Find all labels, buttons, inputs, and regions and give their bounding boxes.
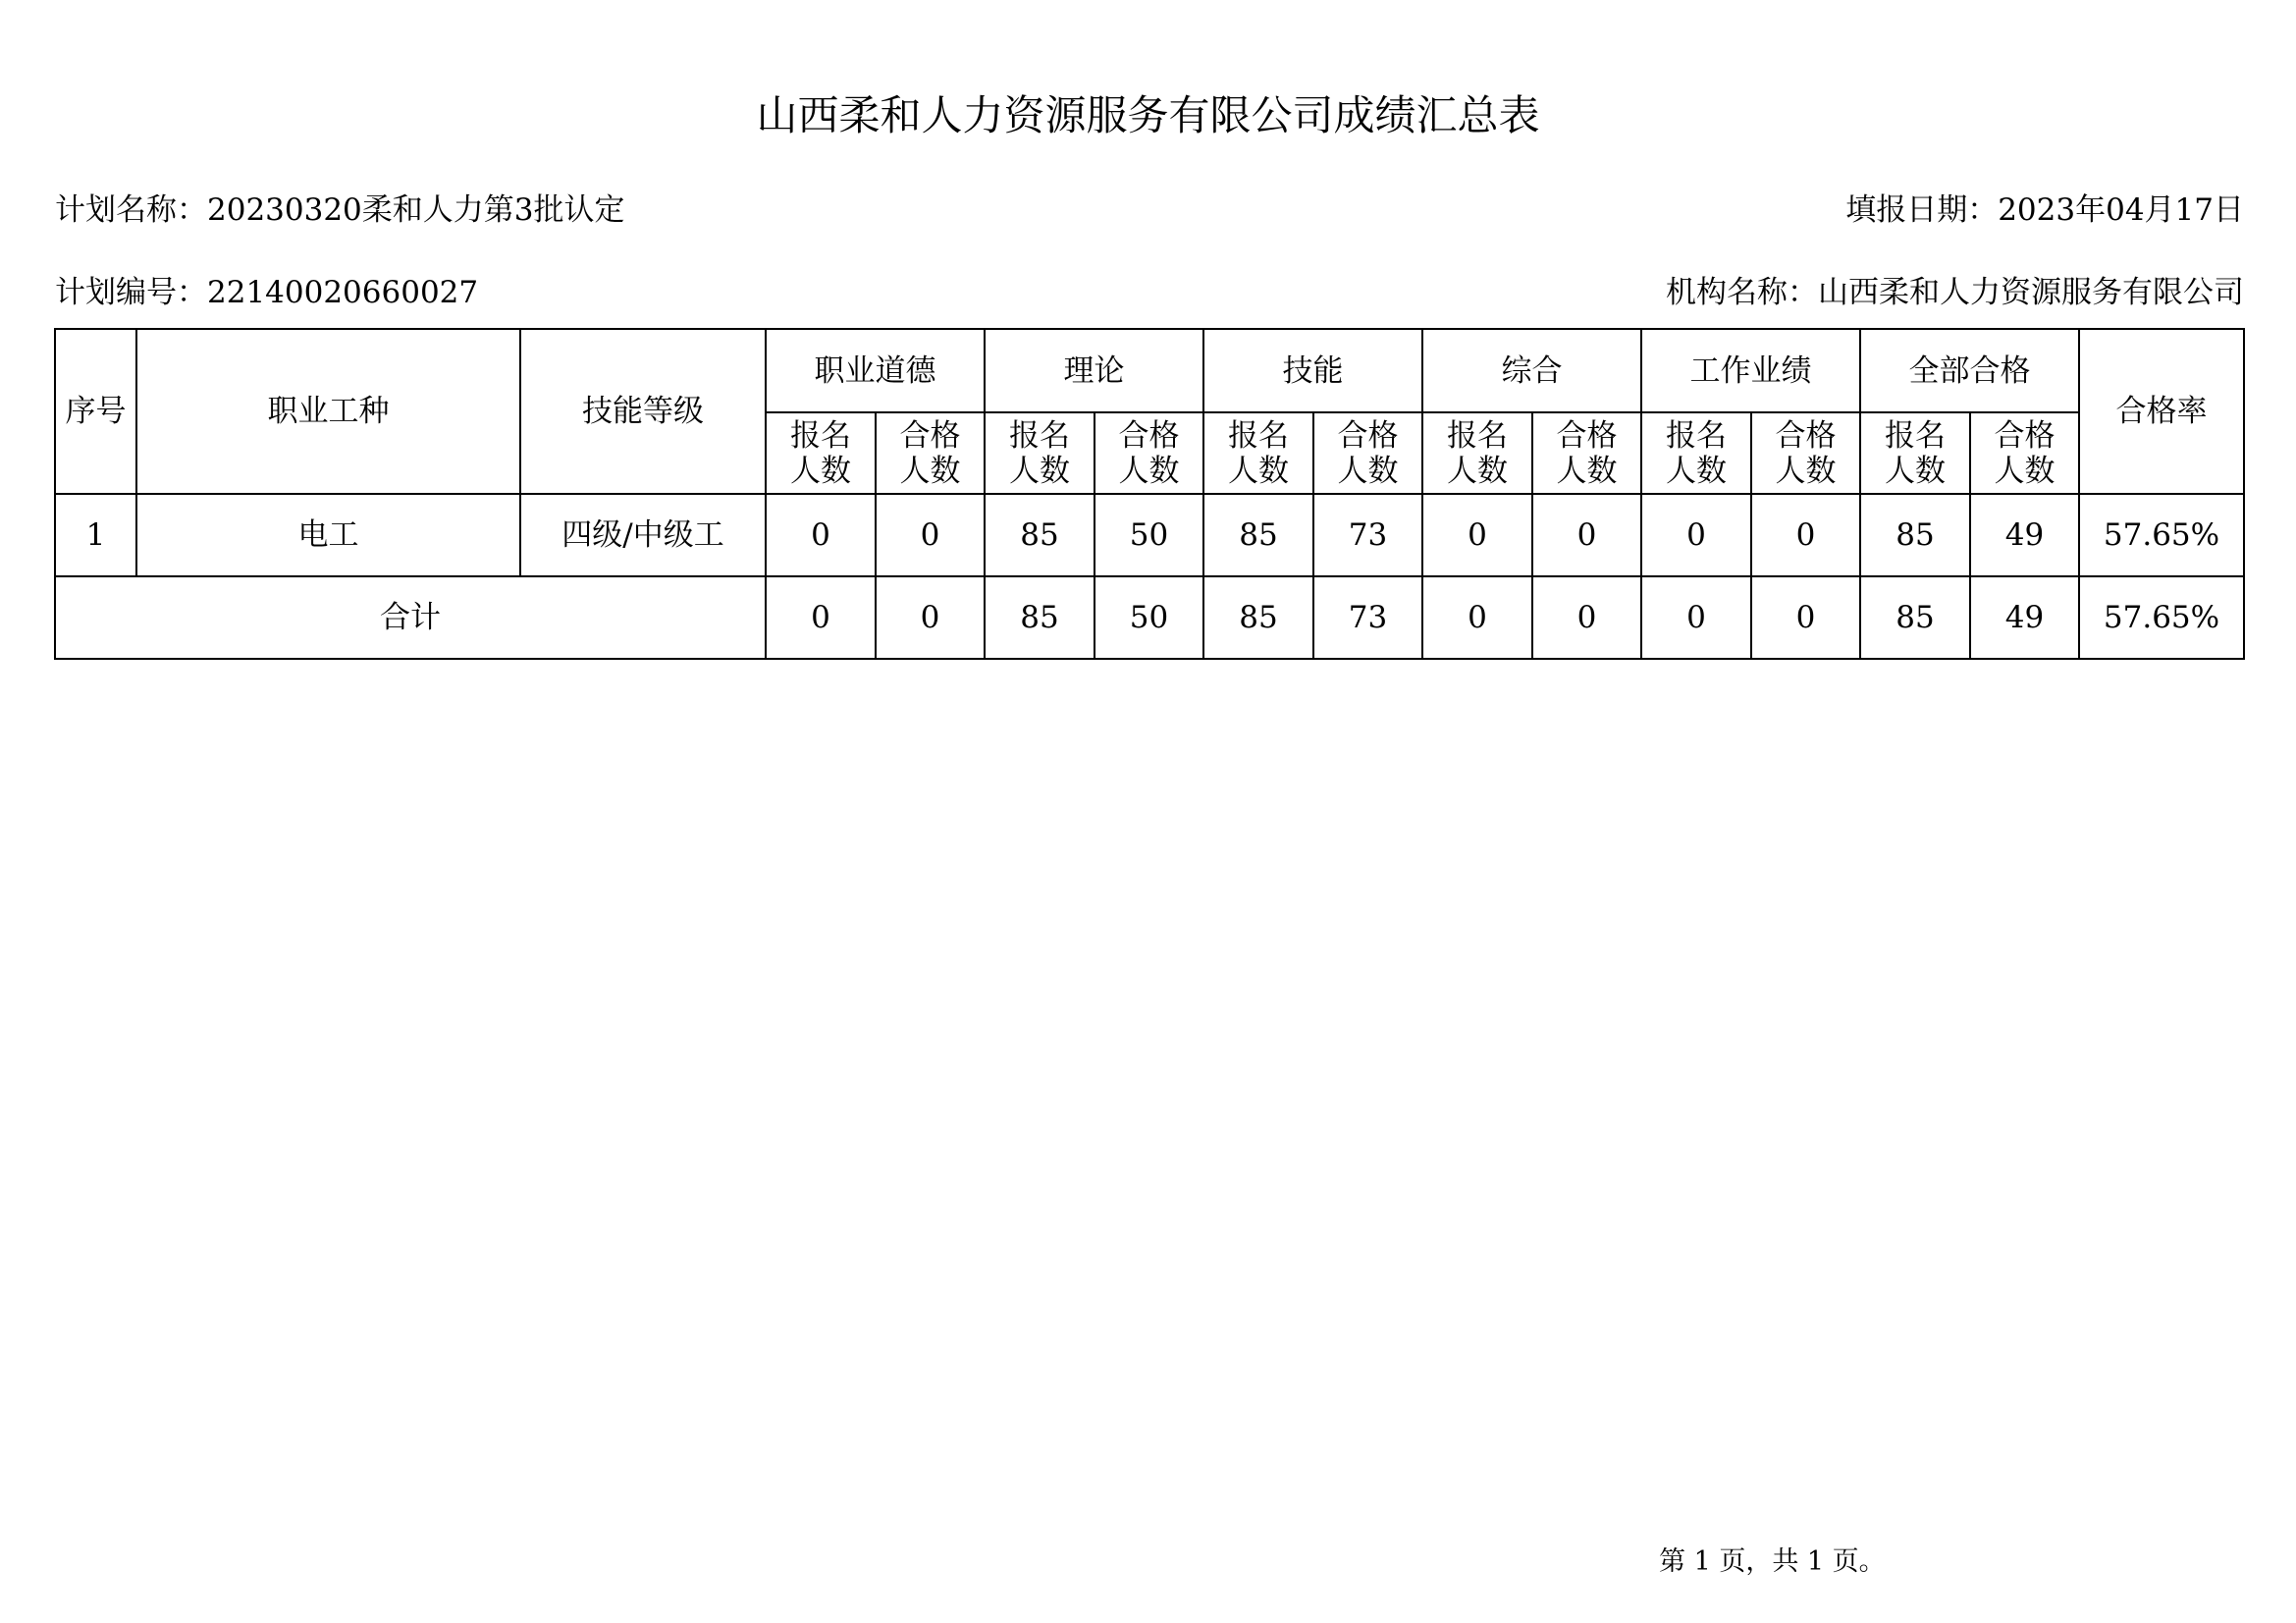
cell-value: 0 xyxy=(876,494,985,576)
score-summary-table xyxy=(54,328,2245,660)
page-number: 第 1 页，共 1 页。 xyxy=(1659,1546,1886,1577)
cell-seq: 1 xyxy=(55,494,136,576)
cell-occupation: 电工 xyxy=(136,494,520,576)
total-value: 0 xyxy=(1641,576,1751,659)
cell-value: 85 xyxy=(1203,494,1313,576)
header-passed: 合格 人数 xyxy=(1751,412,1860,494)
cell-value: 85 xyxy=(1860,494,1970,576)
cell-value: 0 xyxy=(1751,494,1860,576)
header-registered: 报名 人数 xyxy=(1203,412,1313,494)
cell-value: 50 xyxy=(1095,494,1203,576)
header-group-ethics: 职业道德 xyxy=(766,329,985,412)
header-group-comprehensive: 综合 xyxy=(1422,329,1641,412)
table-row xyxy=(55,494,2244,576)
cell-value: 0 xyxy=(1422,494,1532,576)
page-title: 山西柔和人力资源服务有限公司成绩汇总表 xyxy=(756,91,1540,139)
total-value: 0 xyxy=(876,576,985,659)
cell-pass-rate: 57.65% xyxy=(2079,494,2244,576)
total-value: 0 xyxy=(1422,576,1532,659)
header-passed: 合格 人数 xyxy=(1970,412,2079,494)
org-name: 机构名称：山西柔和人力资源服务有限公司 xyxy=(1666,275,2244,310)
total-pass-rate: 57.65% xyxy=(2079,576,2244,659)
total-label: 合计 xyxy=(55,576,766,659)
header-group-skill: 技能 xyxy=(1203,329,1422,412)
total-value: 0 xyxy=(766,576,876,659)
header-registered: 报名 人数 xyxy=(1860,412,1970,494)
cell-value: 49 xyxy=(1970,494,2079,576)
total-value: 73 xyxy=(1313,576,1422,659)
header-group-performance: 工作业绩 xyxy=(1641,329,1860,412)
total-value: 49 xyxy=(1970,576,2079,659)
total-value: 85 xyxy=(1203,576,1313,659)
total-value: 85 xyxy=(985,576,1095,659)
cell-value: 0 xyxy=(1532,494,1641,576)
cell-value: 73 xyxy=(1313,494,1422,576)
plan-number: 计划编号：22140020660027 xyxy=(55,275,479,310)
header-passed: 合格 人数 xyxy=(876,412,985,494)
total-value: 0 xyxy=(1532,576,1641,659)
total-value: 0 xyxy=(1751,576,1860,659)
header-registered: 报名 人数 xyxy=(766,412,876,494)
cell-skill-level: 四级/中级工 xyxy=(520,494,766,576)
header-passed: 合格 人数 xyxy=(1532,412,1641,494)
header-group-all-passed: 全部合格 xyxy=(1860,329,2079,412)
header-registered: 报名 人数 xyxy=(985,412,1095,494)
report-date: 填报日期：2023年04月17日 xyxy=(1845,192,2244,228)
header-row-groups xyxy=(55,329,2244,412)
total-row xyxy=(55,576,2244,659)
total-value: 85 xyxy=(1860,576,1970,659)
cell-value: 0 xyxy=(766,494,876,576)
header-registered: 报名 人数 xyxy=(1422,412,1532,494)
cell-value: 85 xyxy=(985,494,1095,576)
header-pass-rate: 合格率 xyxy=(2079,329,2244,494)
header-seq: 序号 xyxy=(55,329,136,494)
total-value: 50 xyxy=(1095,576,1203,659)
header-passed: 合格 人数 xyxy=(1095,412,1203,494)
header-skill-level: 技能等级 xyxy=(520,329,766,494)
cell-value: 0 xyxy=(1641,494,1751,576)
header-passed: 合格 人数 xyxy=(1313,412,1422,494)
plan-name: 计划名称：20230320柔和人力第3批认定 xyxy=(55,192,625,228)
header-registered: 报名 人数 xyxy=(1641,412,1751,494)
header-occupation: 职业工种 xyxy=(136,329,520,494)
header-group-theory: 理论 xyxy=(985,329,1203,412)
